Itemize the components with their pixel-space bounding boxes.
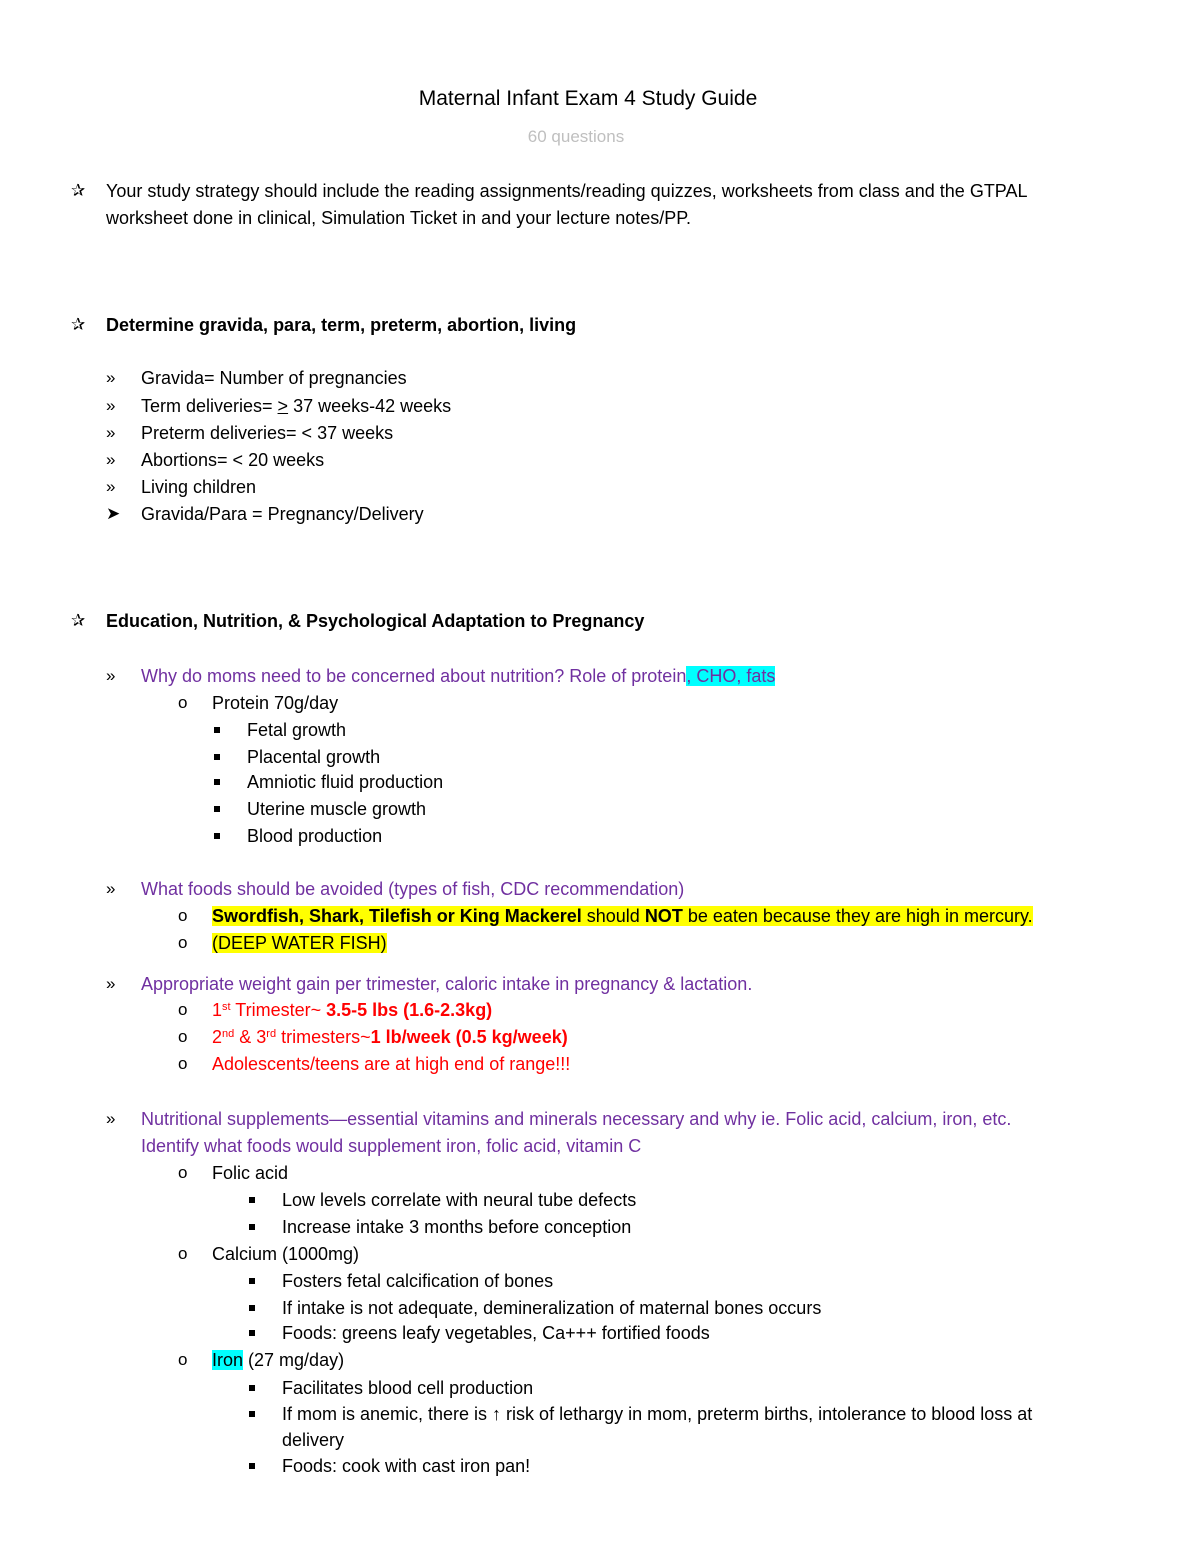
document-title: Maternal Infant Exam 4 Study Guide: [418, 87, 758, 110]
list-item: Blood production: [247, 826, 383, 846]
list-item: Adolescents/teens are at high end of range!!!: [212, 1054, 571, 1074]
chevron-bullet-icon: »: [106, 423, 116, 442]
list-item-text: (27 mg/day): [243, 1350, 345, 1370]
list-item: [212, 1028, 568, 1046]
circle-bullet-icon: o: [178, 906, 188, 925]
list-item: Foods: greens leafy vegetables, Ca+++ fortified foods: [282, 1323, 710, 1343]
section-heading-nutrition: Education, Nutrition, & Psychological Adaptation to Pregnancy: [106, 611, 645, 631]
chevron-bullet-icon: »: [106, 477, 116, 496]
square-bullet-icon: [249, 1385, 255, 1391]
square-bullet-icon: [214, 727, 220, 733]
intro-line-2: worksheet done in clinical, Simulation Ticket in and your lecture notes/PP.: [106, 208, 691, 228]
square-bullet-icon: [214, 754, 220, 760]
list-item-text: 37 weeks-42 weeks: [288, 396, 452, 416]
chevron-bullet-icon: »: [106, 879, 116, 898]
intro-line-1: Your study strategy should include the reading assignments/reading quizzes, worksheets from class and the GTPAL: [106, 181, 1028, 201]
square-bullet-icon: [249, 1463, 255, 1469]
list-item-continued: delivery: [282, 1430, 345, 1450]
square-bullet-icon: [249, 1305, 255, 1311]
highlighted-text: Iron: [212, 1350, 244, 1370]
question-item: [141, 667, 775, 685]
circle-bullet-icon: o: [178, 1350, 188, 1369]
list-item: If intake is not adequate, demineralization of maternal bones occurs: [282, 1298, 822, 1318]
list-item: Fetal growth: [247, 720, 347, 740]
list-item: [212, 1001, 492, 1019]
list-item: Abortions= < 20 weeks: [141, 450, 325, 470]
square-bullet-icon: [214, 806, 220, 812]
list-item: Fosters fetal calcification of bones: [282, 1271, 554, 1291]
star-bullet-icon: ✰: [71, 315, 86, 334]
question-text: Why do moms need to be concerned about nutrition? Role of protein: [141, 666, 687, 686]
list-item: Preterm deliveries= < 37 weeks: [141, 423, 394, 443]
superscript: st: [222, 1001, 231, 1013]
highlighted-text: (DEEP WATER FISH): [212, 933, 387, 953]
chevron-bullet-icon: »: [106, 974, 116, 993]
superscript: nd: [222, 1028, 235, 1040]
square-bullet-icon: [214, 833, 220, 839]
square-bullet-icon: [249, 1197, 255, 1203]
list-item: Foods: cook with cast iron pan!: [282, 1456, 531, 1476]
list-item-text: Term deliveries=: [141, 396, 278, 416]
list-item: Gravida/Para = Pregnancy/Delivery: [141, 504, 424, 524]
square-bullet-icon: [249, 1411, 255, 1417]
star-bullet-icon: ✰: [71, 181, 86, 200]
list-item: Low levels correlate with neural tube defects: [282, 1190, 637, 1210]
list-item: Living children: [141, 477, 257, 497]
chevron-bullet-icon: »: [106, 1109, 116, 1128]
question-item-continued: Identify what foods would supplement iron, folic acid, vitamin C: [141, 1136, 642, 1156]
list-item-text: 2: [212, 1027, 223, 1047]
list-item-text: 1: [212, 1000, 223, 1020]
list-item: Folic acid: [212, 1163, 289, 1183]
list-item-text: trimesters~: [276, 1027, 371, 1047]
arrowhead-bullet-icon: ➤: [106, 504, 121, 523]
greater-equal-symbol: >: [277, 396, 289, 416]
list-item: [212, 934, 387, 952]
list-item: [141, 397, 451, 415]
list-item-text: Trimester~: [230, 1000, 327, 1020]
list-item: Increase intake 3 months before conception: [282, 1217, 632, 1237]
circle-bullet-icon: o: [178, 1027, 188, 1046]
list-item-text: 3.5-5 lbs (1.6-2.3kg): [326, 1000, 493, 1020]
square-bullet-icon: [249, 1330, 255, 1336]
list-item-text: 1 lb/week (0.5 kg/week): [370, 1027, 568, 1047]
circle-bullet-icon: o: [178, 1054, 188, 1073]
list-item: Amniotic fluid production: [247, 772, 444, 792]
chevron-bullet-icon: »: [106, 396, 116, 415]
list-item: Uterine muscle growth: [247, 799, 427, 819]
star-bullet-icon: ✰: [71, 611, 86, 630]
square-bullet-icon: [249, 1278, 255, 1284]
highlighted-text: be eaten because they are high in mercury.: [682, 906, 1033, 926]
list-item: Placental growth: [247, 747, 381, 767]
section-heading-gtpal: Determine gravida, para, term, preterm, abortion, living: [106, 315, 577, 335]
superscript: rd: [266, 1028, 277, 1040]
highlighted-text: Swordfish, Shark, Tilefish or King Mackerel: [212, 906, 582, 926]
circle-bullet-icon: o: [178, 933, 188, 952]
question-item: What foods should be avoided (types of fish, CDC recommendation): [141, 879, 685, 899]
chevron-bullet-icon: »: [106, 666, 116, 685]
document-subtitle: 60 questions: [527, 127, 625, 146]
highlighted-text: , CHO, fats: [686, 666, 776, 686]
question-item: Appropriate weight gain per trimester, caloric intake in pregnancy & lactation.: [141, 974, 753, 994]
square-bullet-icon: [249, 1224, 255, 1230]
list-item: Gravida= Number of pregnancies: [141, 368, 407, 388]
circle-bullet-icon: o: [178, 1000, 188, 1019]
question-item: Nutritional supplements—essential vitamins and minerals necessary and why ie. Folic acid, calcium, iron, etc.: [141, 1109, 1012, 1129]
highlighted-text: should: [581, 906, 645, 926]
list-item-text: & 3: [234, 1027, 267, 1047]
chevron-bullet-icon: »: [106, 368, 116, 387]
circle-bullet-icon: o: [178, 1244, 188, 1263]
list-item: Protein 70g/day: [212, 693, 339, 713]
list-item: Facilitates blood cell production: [282, 1378, 534, 1398]
chevron-bullet-icon: »: [106, 450, 116, 469]
circle-bullet-icon: o: [178, 1163, 188, 1182]
list-item: If mom is anemic, there is ↑ risk of lethargy in mom, preterm births, intolerance to blood loss at: [282, 1404, 1033, 1424]
list-item: [212, 1351, 344, 1369]
list-item: [212, 907, 1033, 925]
list-item: Calcium (1000mg): [212, 1244, 360, 1264]
highlighted-text: NOT: [644, 906, 683, 926]
circle-bullet-icon: o: [178, 693, 188, 712]
square-bullet-icon: [214, 779, 220, 785]
